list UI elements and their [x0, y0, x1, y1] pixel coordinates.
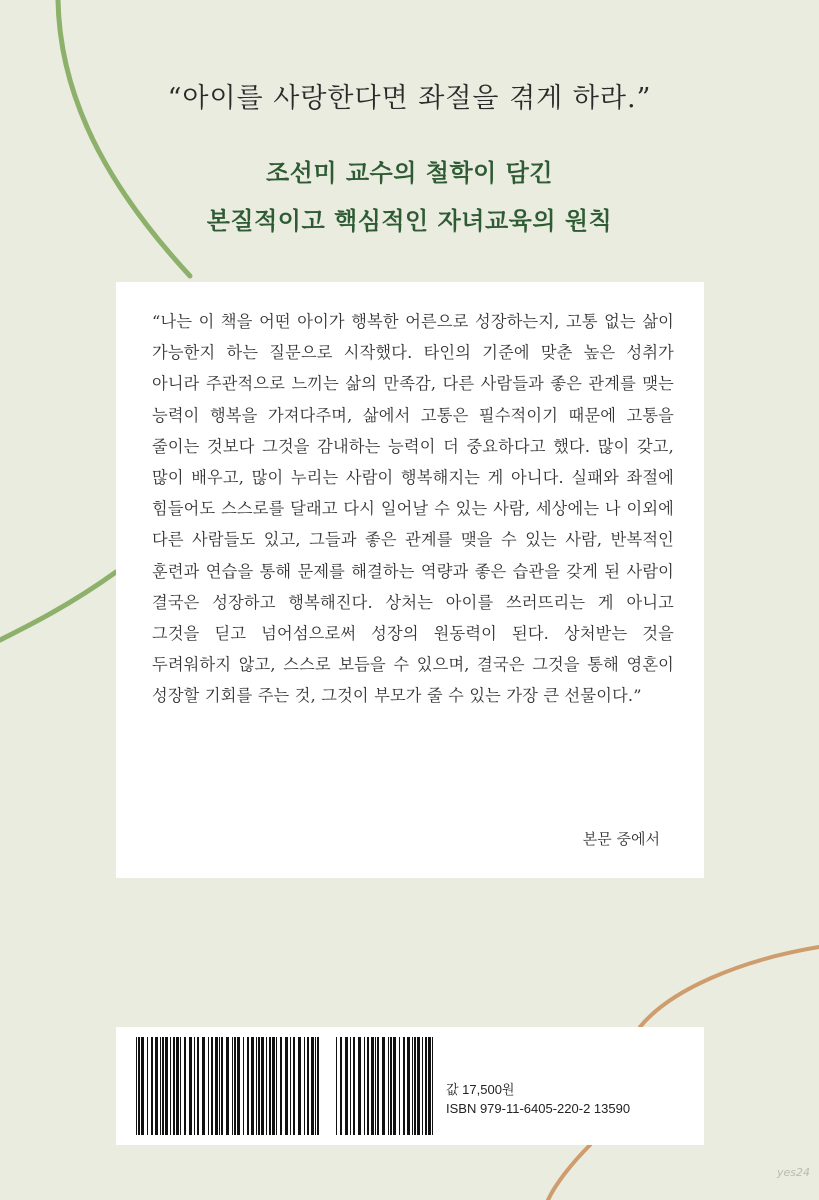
barcode-bar: [364, 1037, 365, 1135]
barcode-bar: [269, 1037, 271, 1135]
barcode-bar: [266, 1037, 267, 1135]
barcode-bar: [251, 1037, 254, 1135]
price-text: 값 17,500원: [446, 1082, 515, 1097]
barcode-bar: [197, 1037, 199, 1135]
barcode-bar: [261, 1037, 264, 1135]
barcode-bar: [377, 1037, 379, 1135]
barcode-panel: [116, 1027, 704, 1145]
barcode-bar: [336, 1037, 337, 1135]
barcode-bar: [173, 1037, 175, 1135]
barcode-bar: [194, 1037, 195, 1135]
barcode-bar: [432, 1037, 433, 1135]
quote-text: “나는 이 책을 어떤 아이가 행복한 어른으로 성장하는지, 고통 없는 삶이 가능한지 하는 질문으로 시작했다. 타인의 기준에 맞춘 높은 성취가 아니라 주관적으로 느끼는 삶의 만족감, 다른 사람들과 좋은 관계를 맺는 능력이 행복을 가져다주며, 삶에서 고통은 필수적이기 때문에 고통을 줄이는 것보다 그것을 감내하는 능력이 더 중요하다고 했다. 많이 갖고, 많이 배우고, 많이 누리는 사람이 행복해지는 게 아니다. 실패와 좌절에 힘들어도 스스로를 달래고 다시 일어날 수 있는 사람, 세상에는 나 이외에 다른 사람들도 있고, 그들과 좋은 관계를 맺을 수 있는 사람, 반복적인 훈련과 연습을 통해 문제를 해결하는 역량과 좋은 습관을 갖게 된 사람이 결국은 성장하고 행복해진다. 상처는 아이를 쓰러뜨리는 게 아니고 그것을 딛고 넘어섬으로써 성장의 원동력이 된다. 상처받는 것을 두려워하지 않고, 스스로 보듬을 수 있으며, 결국은 그것을 통해 영혼이 성장할 기회를 주는 것, 그것이 부모가 줄 수 있는 가장 큰 선물이다.”: [152, 312, 674, 706]
barcode-bar: [399, 1037, 400, 1135]
barcode-bar: [247, 1037, 249, 1135]
barcode-bar: [232, 1037, 233, 1135]
cover-headline: “아이를 사랑한다면 좌절을 겪게 하라.”: [167, 83, 652, 114]
barcode-bar: [258, 1037, 260, 1135]
barcode-bar: [256, 1037, 257, 1135]
barcode-bar: [234, 1037, 236, 1135]
barcode-bar: [382, 1037, 385, 1135]
barcode-bar: [151, 1037, 153, 1135]
barcode-bar: [211, 1037, 213, 1135]
barcode-bar: [226, 1037, 229, 1135]
barcode-bar: [276, 1037, 277, 1135]
barcode-bar: [307, 1037, 309, 1135]
barcode-bar: [340, 1037, 342, 1135]
barcode-bar: [350, 1037, 351, 1135]
barcode-bar: [428, 1037, 431, 1135]
barcode-bar: [189, 1037, 192, 1135]
isbn-text: ISBN 979-11-6405-220-2 13590: [446, 1101, 631, 1116]
barcode-bar: [353, 1037, 355, 1135]
barcode-bar: [390, 1037, 392, 1135]
barcode-bar: [280, 1037, 282, 1135]
barcode-bar: [304, 1037, 305, 1135]
barcode-bar: [155, 1037, 158, 1135]
barcode-image: [136, 1037, 436, 1135]
quote-source: 본문 중에서: [582, 830, 660, 848]
barcode-bar: [403, 1037, 405, 1135]
barcode-bar: [311, 1037, 314, 1135]
barcode-bar: [393, 1037, 396, 1135]
barcode-bar: [221, 1037, 223, 1135]
barcode-bar: [180, 1037, 181, 1135]
barcode-bar: [170, 1037, 171, 1135]
barcode-bar: [176, 1037, 179, 1135]
barcode-bar: [184, 1037, 186, 1135]
barcode-bar: [165, 1037, 168, 1135]
barcode-bar: [272, 1037, 275, 1135]
barcode-bar: [412, 1037, 413, 1135]
barcode-bar: [160, 1037, 161, 1135]
barcode-bar: [243, 1037, 244, 1135]
barcode-bar: [237, 1037, 240, 1135]
barcode-bar: [425, 1037, 427, 1135]
barcode-bar: [293, 1037, 295, 1135]
barcode-bar: [136, 1037, 137, 1135]
watermark-text: yes24: [777, 1166, 811, 1179]
quote-box: [116, 282, 704, 878]
barcode-bar: [219, 1037, 220, 1135]
barcode-bar: [147, 1037, 148, 1135]
barcode-bar: [414, 1037, 416, 1135]
barcode-bar: [358, 1037, 361, 1135]
barcode-bar: [345, 1037, 348, 1135]
barcode-bar: [371, 1037, 374, 1135]
cover-subhead-line-1: 조선미 교수의 철학이 담긴: [265, 159, 554, 187]
barcode-bar: [417, 1037, 420, 1135]
barcode-bar: [315, 1037, 316, 1135]
cover-subhead-line-2: 본질적이고 핵심적인 자녀교육의 원칙: [206, 207, 613, 235]
barcode-bar: [298, 1037, 301, 1135]
barcode-bar: [317, 1037, 319, 1135]
barcode-bar: [202, 1037, 205, 1135]
barcode-bar: [367, 1037, 369, 1135]
barcode-bar: [141, 1037, 144, 1135]
barcode-bar: [422, 1037, 423, 1135]
barcode-bar: [375, 1037, 376, 1135]
barcode-bar: [407, 1037, 410, 1135]
barcode-bar: [138, 1037, 140, 1135]
barcode-bar: [162, 1037, 164, 1135]
barcode-bar: [388, 1037, 389, 1135]
barcode-bar: [208, 1037, 209, 1135]
barcode-bar: [215, 1037, 218, 1135]
barcode-bar: [285, 1037, 288, 1135]
barcode-bar: [290, 1037, 291, 1135]
